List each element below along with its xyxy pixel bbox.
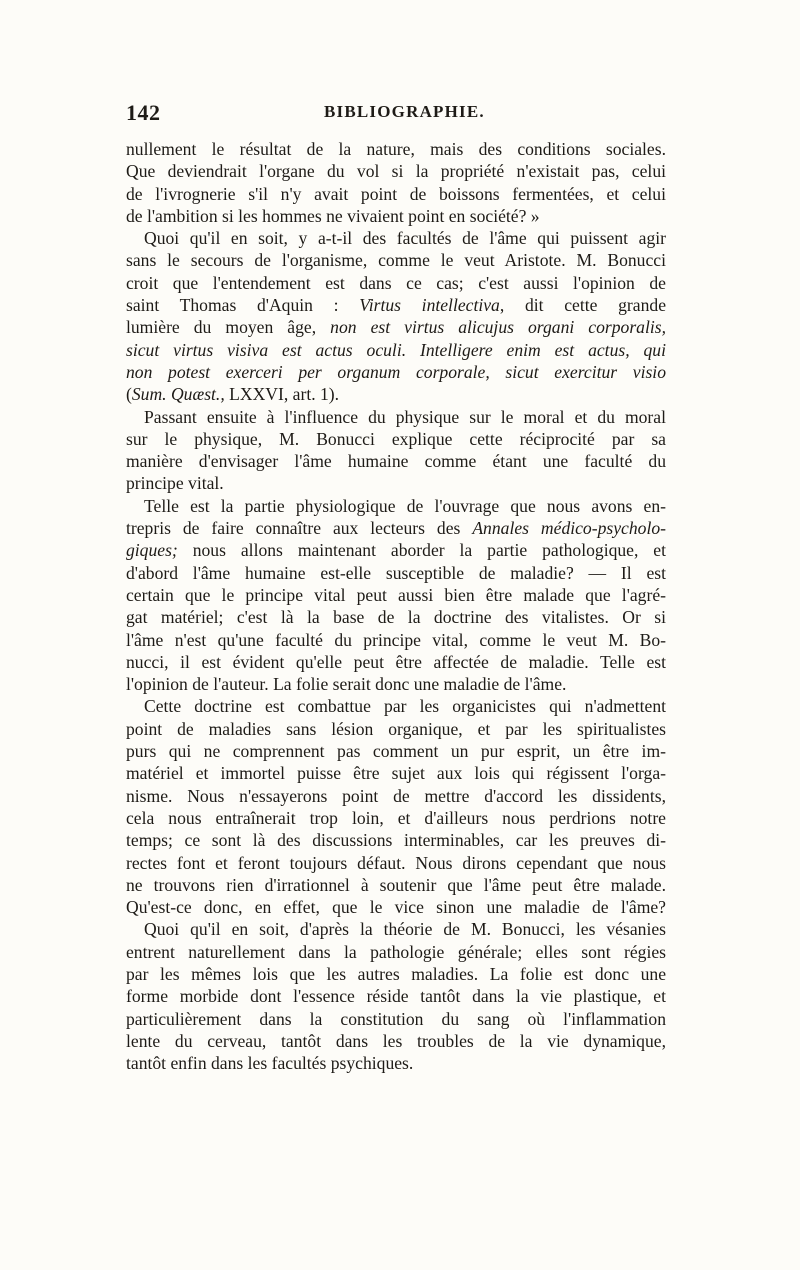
text-line: saint Thomas d'Aquin : Virtus intellectiva, dit cette grande (126, 295, 666, 316)
page-number: 142 (126, 100, 161, 125)
text-line: par les mêmes lois que les autres maladies. La folie est donc une (126, 963, 666, 984)
text-line: de l'ivrognerie s'il n'y avait point de boissons fermentées, et celui (126, 183, 666, 204)
text-line: trepris de faire connaître aux lecteurs des Annales médico-psycholo- (126, 518, 666, 539)
text-line: purs qui ne comprennent pas comment un pur esprit, un être im- (126, 741, 666, 762)
text-line: Que deviendrait l'organe du vol si la propriété n'existait pas, celui (126, 161, 666, 182)
text-line: forme morbide dont l'essence réside tantôt dans la vie plastique, et (126, 986, 666, 1007)
text-line: manière d'envisager l'âme humaine comme étant une faculté du (126, 451, 666, 472)
text-line: Cette doctrine est combattue par les organicistes qui n'admettent (144, 696, 666, 717)
text-line: de l'ambition si les hommes ne vivaient point en société? » (126, 205, 540, 226)
text-line: tantôt enfin dans les facultés psychiques. (126, 1053, 414, 1074)
text-line: Passant ensuite à l'influence du physique sur le moral et du moral (144, 406, 666, 427)
page-header (126, 100, 664, 132)
text-line: particulièrement dans la constitution du sang où l'inflammation (126, 1008, 666, 1029)
text-line: certain que le principe vital peut aussi bien être malade que l'agré- (126, 584, 666, 605)
text-line: l'opinion de l'auteur. La folie serait donc une maladie de l'âme. (126, 674, 567, 695)
text-line: sans le secours de l'organisme, comme le veut Aristote. M. Bonucci (126, 250, 666, 271)
text-line: (Sum. Quæst., LXXVI, art. 1). (126, 384, 340, 405)
text-line: giques; nous allons maintenant aborder la partie pathologique, et (126, 540, 666, 561)
text-line: sur le physique, M. Bonucci explique cette réciprocité par sa (126, 428, 666, 449)
text-line: ne trouvons rien d'irrationnel à soutenir que l'âme peut être malade. (126, 874, 666, 895)
text-line: point de maladies sans lésion organique, et par les spiritualistes (126, 718, 666, 739)
body-text (126, 138, 666, 1074)
text-line: sicut virtus visiva est actus oculi. Intelligere enim est actus, qui (126, 339, 666, 360)
text-line: entrent naturellement dans la pathologie générale; elles sont régies (126, 941, 666, 962)
text-line: nullement le résultat de la nature, mais des conditions sociales. (126, 139, 666, 159)
text-line: gat matériel; c'est là la base de la doctrine des vitalistes. Or si (126, 607, 666, 628)
text-line: principe vital. (126, 473, 224, 494)
text-line: non potest exerceri per organum corporale, sicut exercitur visio (126, 361, 666, 382)
text-line: Quoi qu'il en soit, d'après la théorie de M. Bonucci, les vésanies (144, 919, 666, 940)
text-line: nucci, il est évident qu'elle peut être affectée de maladie. Telle est (126, 651, 666, 672)
text-line: Quoi qu'il en soit, y a-t-il des facultés de l'âme qui puissent agir (144, 228, 666, 249)
text-line: croit que l'entendement est dans ce cas; c'est aussi l'opinion de (126, 272, 666, 293)
text-line: cela nous entraînerait trop loin, et d'ailleurs nous perdrions notre (126, 807, 666, 828)
running-head: BIBLIOGRAPHIE. (324, 102, 485, 121)
text-line: temps; ce sont là des discussions interminables, car les preuves di- (126, 830, 666, 851)
text-line: nisme. Nous n'essayerons point de mettre d'accord les dissidents, (126, 785, 666, 806)
text-line: l'âme n'est qu'une faculté du principe vital, comme le veut M. Bo- (126, 629, 666, 650)
text-line: d'abord l'âme humaine est-elle susceptible de maladie? — Il est (126, 562, 666, 583)
text-line: Telle est la partie physiologique de l'ouvrage que nous avons en- (144, 495, 666, 516)
text-line: lente du cerveau, tantôt dans les troubles de la vie dynamique, (126, 1030, 666, 1051)
text-line: lumière du moyen âge, non est virtus alicujus organi corporalis, (126, 317, 666, 338)
text-line: Qu'est-ce donc, en effet, que le vice sinon une maladie de l'âme? (126, 897, 666, 918)
text-line: matériel et immortel puisse être sujet aux lois qui régissent l'orga- (126, 763, 666, 784)
text-line: rectes font et feront toujours défaut. Nous dirons cependant que nous (126, 852, 666, 873)
